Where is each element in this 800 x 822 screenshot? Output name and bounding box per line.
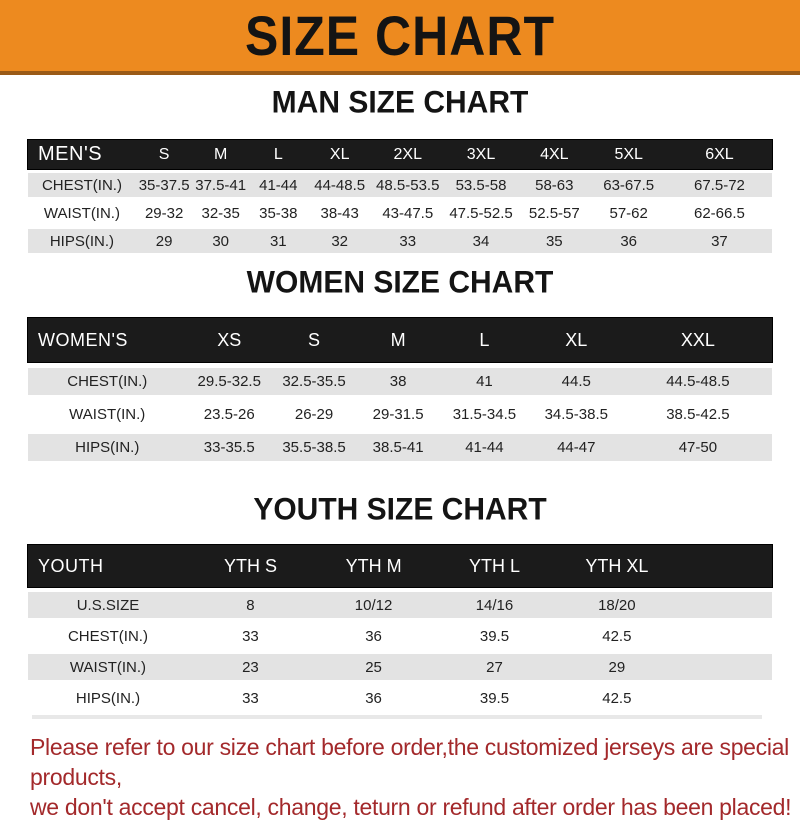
row-label: WAIST(IN.) — [69, 658, 147, 676]
table-cell: 32.5-35.5 — [282, 373, 346, 390]
table-cell: 33 — [399, 232, 417, 250]
table-cell: 32-35 — [201, 204, 240, 222]
women-section-heading: WOMEN SIZE CHART — [246, 265, 554, 300]
table-cell: 44-48.5 — [314, 176, 366, 194]
womens-table-header-row — [28, 318, 772, 362]
youth-size-table — [28, 545, 772, 711]
column-header: L — [479, 329, 490, 350]
table-cell: 36 — [365, 627, 382, 645]
column-header: 2XL — [393, 145, 422, 163]
table-cell: 26-29 — [294, 406, 334, 423]
table-cell: 38 — [389, 373, 407, 390]
table-row-hips — [28, 685, 772, 711]
mens-table-header-row — [28, 140, 772, 169]
table-cell: 27 — [486, 658, 503, 676]
size-chart-banner — [0, 0, 800, 75]
table-cell: 29-31.5 — [372, 406, 424, 423]
row-label: CHEST(IN.) — [67, 627, 148, 645]
table-row-hips — [28, 229, 772, 253]
column-header: YTH L — [468, 555, 520, 576]
table-cell: 10/12 — [354, 596, 393, 614]
column-header: 3XL — [466, 145, 496, 163]
table-cell: 35-37.5 — [138, 176, 190, 194]
disclaimer-line-1: Please refer to our size chart before order,the customized jerseys are special products, — [30, 734, 789, 790]
banner-title: SIZE CHART — [245, 4, 555, 67]
row-label: HIPS(IN.) — [49, 232, 115, 250]
table-row-waist — [28, 401, 772, 428]
table-cell: 29 — [155, 232, 173, 250]
table-cell: 67.5-72 — [694, 176, 745, 194]
disclaimer-text — [30, 732, 800, 822]
table-cell: 41 — [476, 373, 493, 390]
table-cell: 30 — [212, 232, 230, 250]
table-cell: 29-32 — [144, 204, 184, 222]
table-cell: 39.5 — [479, 689, 510, 707]
table-cell: 42.5 — [602, 627, 632, 645]
table-cell: 35-38 — [259, 204, 298, 222]
column-header: M — [214, 145, 228, 163]
table-cell: 33 — [242, 627, 259, 645]
table-cell: 38.5-42.5 — [666, 406, 730, 423]
table-cell: 57-62 — [609, 204, 648, 222]
column-header: YTH M — [345, 555, 402, 576]
table-cell: 18/20 — [598, 596, 636, 614]
table-cell: 35.5-38.5 — [282, 439, 346, 456]
table-cell: 38-43 — [320, 204, 359, 222]
table-cell: 31.5-34.5 — [452, 406, 517, 423]
column-header: XL — [329, 145, 350, 163]
table-cell: 39.5 — [479, 627, 510, 645]
table-cell: 14/16 — [475, 596, 514, 614]
table-cell: 36 — [620, 232, 638, 250]
row-label: HIPS(IN.) — [75, 689, 141, 707]
column-header: XXL — [680, 329, 715, 350]
youth-table-bottom-divider — [32, 715, 762, 719]
youth-header-label: YOUTH — [38, 555, 104, 576]
table-cell: 52.5-57 — [528, 204, 580, 222]
table-cell: 34.5-38.5 — [544, 406, 608, 423]
row-label: HIPS(IN.) — [75, 439, 140, 456]
mens-header-label: MEN'S — [38, 143, 103, 165]
table-row-hips — [28, 434, 772, 461]
column-header: 5XL — [614, 145, 643, 163]
man-section-heading: MAN SIZE CHART — [271, 85, 529, 120]
table-cell: 53.5-58 — [455, 176, 507, 194]
table-row-waist — [28, 201, 772, 225]
youth-table-header-row — [28, 545, 772, 587]
column-header: 4XL — [540, 145, 569, 163]
row-label: WAIST(IN.) — [69, 406, 146, 423]
table-cell: 58-63 — [535, 176, 574, 194]
table-cell: 32 — [331, 232, 349, 250]
table-cell: 41-44 — [465, 439, 504, 456]
table-cell: 23.5-26 — [203, 406, 255, 423]
mens-size-table — [28, 140, 772, 253]
row-label: U.S.SIZE — [76, 596, 140, 614]
table-cell: 63-67.5 — [603, 176, 655, 194]
table-cell: 44.5 — [561, 373, 591, 390]
column-header: L — [273, 145, 283, 163]
row-label: WAIST(IN.) — [43, 204, 120, 222]
table-cell: 8 — [246, 596, 255, 614]
table-cell: 29 — [608, 658, 626, 676]
table-cell: 38.5-41 — [372, 439, 424, 456]
column-header: 6XL — [705, 145, 734, 163]
column-header: S — [308, 329, 321, 350]
column-header: S — [158, 145, 170, 163]
table-cell: 34 — [472, 232, 490, 250]
table-row-chest — [28, 368, 772, 395]
table-cell: 42.5 — [602, 689, 632, 707]
row-label: CHEST(IN.) — [41, 176, 122, 194]
table-cell: 31 — [269, 232, 287, 250]
table-cell: 37.5-41 — [195, 176, 247, 194]
table-cell: 33 — [242, 689, 259, 707]
table-row-waist — [28, 654, 772, 680]
table-row-chest — [28, 623, 772, 649]
womens-size-table — [28, 318, 772, 461]
youth-section-heading: YOUTH SIZE CHART — [253, 492, 547, 527]
table-cell: 25 — [365, 658, 382, 676]
table-cell: 35 — [545, 232, 563, 250]
table-cell: 44.5-48.5 — [666, 373, 730, 390]
table-cell: 43-47.5 — [382, 204, 434, 222]
table-cell: 47.5-52.5 — [449, 204, 513, 222]
table-cell: 33-35.5 — [203, 439, 255, 456]
column-header: XL — [565, 329, 588, 350]
table-row-chest — [28, 173, 772, 197]
disclaimer-line-2: we don't accept cancel, change, teturn or refund after order has been placed! — [30, 794, 792, 820]
table-cell: 62-66.5 — [694, 204, 745, 222]
table-cell: 47-50 — [678, 439, 718, 456]
table-row-us-size — [28, 592, 772, 618]
womens-header-label: WOMEN'S — [38, 329, 128, 350]
table-cell: 41-44 — [259, 176, 298, 194]
table-cell: 44-47 — [557, 439, 596, 456]
row-label: CHEST(IN.) — [67, 373, 148, 390]
table-cell: 37 — [711, 232, 728, 250]
table-cell: 36 — [365, 689, 382, 707]
column-header: YTH XL — [585, 555, 649, 576]
column-header: XS — [217, 329, 242, 350]
column-header: YTH S — [223, 555, 277, 576]
table-cell: 29.5-32.5 — [197, 373, 261, 390]
table-cell: 48.5-53.5 — [376, 176, 440, 194]
column-header: M — [390, 329, 406, 350]
table-cell: 23 — [242, 658, 259, 676]
